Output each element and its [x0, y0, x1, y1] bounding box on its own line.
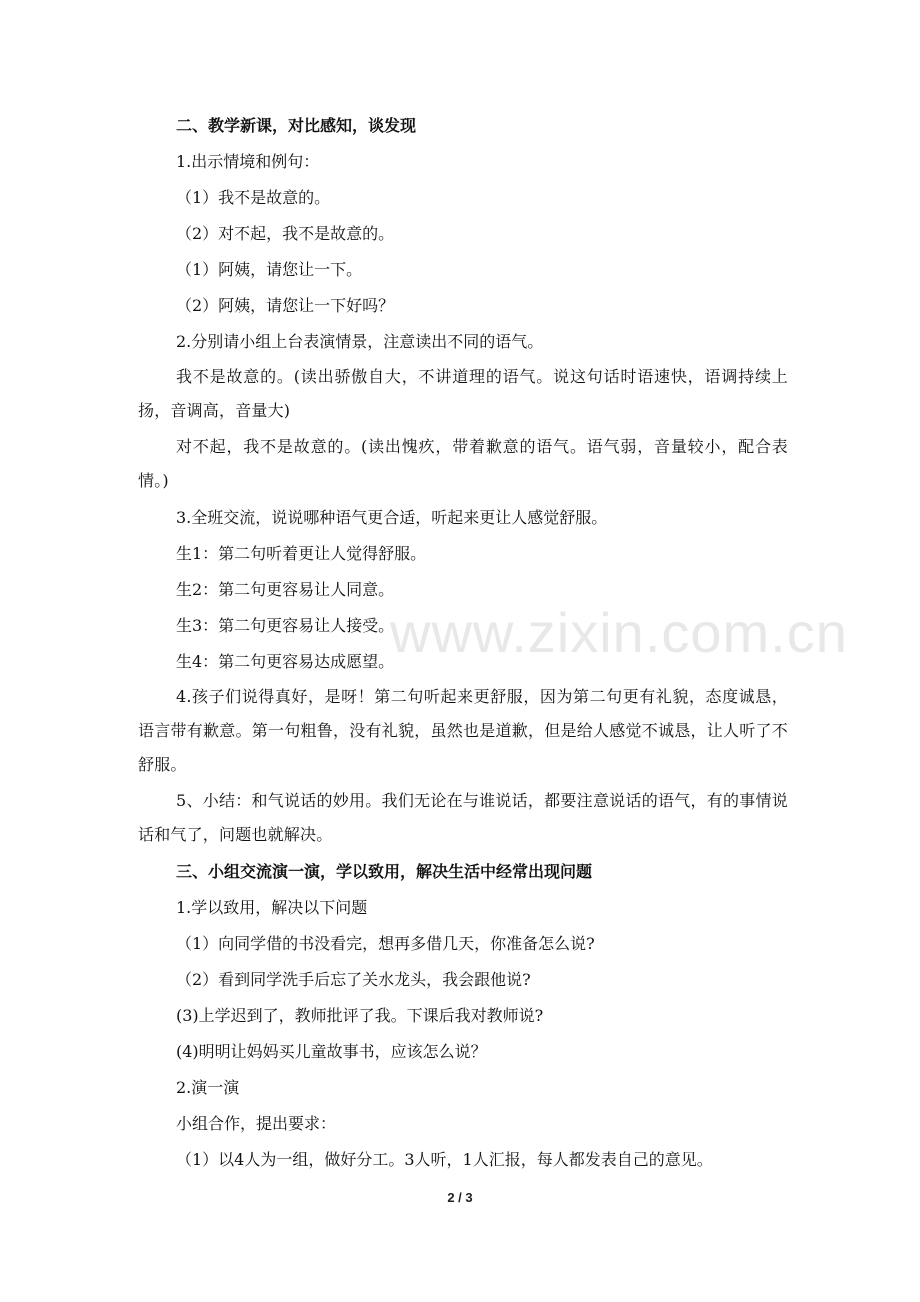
student-answer: 生1：第二句听着更让人觉得舒服。: [176, 544, 427, 563]
student-answer: 生3：第二句更容易让人接受。: [176, 616, 395, 635]
section-2-step-5: 5、小结：和气说话的妙用。我们无论在与谁说话，都要注意说话的语气，有的事情说话和气了，问题也就解决。: [138, 791, 788, 844]
section-2-step-2: 2.分别请小组上台表演情景，注意读出不同的语气。: [176, 332, 544, 351]
section-3-step-2: 2.演一演: [176, 1078, 240, 1097]
problem-item: (3)上学迟到了，教师批评了我。下课后我对教师说?: [176, 1006, 544, 1025]
problem-item: (4)明明让妈妈买儿童故事书，应该怎么说？: [176, 1042, 487, 1061]
section-3-step-1: 1.学以致用，解决以下问题: [176, 898, 368, 917]
student-answer: 生4：第二句更容易达成愿望。: [176, 652, 395, 671]
section-2-heading: 二、教学新课，对比感知，谈发现: [176, 116, 417, 135]
example-sentence: （1）阿姨，请您让一下。: [176, 260, 363, 279]
problem-item: （2）看到同学洗手后忘了关水龙头，我会跟他说?: [176, 970, 531, 989]
section-2-step-4: 4.孩子们说得真好，是呀！第二句听起来更舒服，因为第二句更有礼貌，态度诚恳，语言带有歉意。第一句粗鲁，没有礼貌，虽然也是道歉，但是给人感觉不诚恳，让人听了不舒服。: [138, 687, 788, 774]
watermark: www.zixin.com.cn: [390, 601, 848, 664]
reading-note-1: 我不是故意的。(读出骄傲自大，不讲道理的语气。说这句话时语速快，语调持续上扬，音调高，音量大): [138, 367, 788, 420]
page-number: 2 / 3: [447, 1190, 473, 1205]
section-2-step-1: 1.出示情境和例句：: [176, 152, 320, 171]
reading-note-2: 对不起，我不是故意的。(读出愧疚，带着歉意的语气。语气弱，音量较小，配合表情。): [138, 437, 788, 490]
example-sentence: （1）我不是故意的。: [176, 188, 331, 207]
section-2-step-3: 3.全班交流，说说哪种语气更合适，听起来更让人感觉舒服。: [176, 508, 608, 527]
student-answer: 生2：第二句更容易让人同意。: [176, 580, 395, 599]
problem-item: （1）向同学借的书没看完，想再多借几天，你准备怎么说?: [176, 934, 595, 953]
example-sentence: （2）对不起，我不是故意的。: [176, 224, 395, 243]
group-requirements-label: 小组合作，提出要求：: [176, 1114, 337, 1133]
example-sentence: （2）阿姨，请您让一下好吗？: [176, 296, 395, 315]
requirement-item: （1）以4人为一组，做好分工。3人听，1人汇报，每人都发表自己的意见。: [176, 1150, 713, 1169]
document-body: [138, 108, 788, 1178]
section-3-heading: 三、小组交流演一演，学以致用，解决生活中经常出现问题: [176, 862, 593, 881]
